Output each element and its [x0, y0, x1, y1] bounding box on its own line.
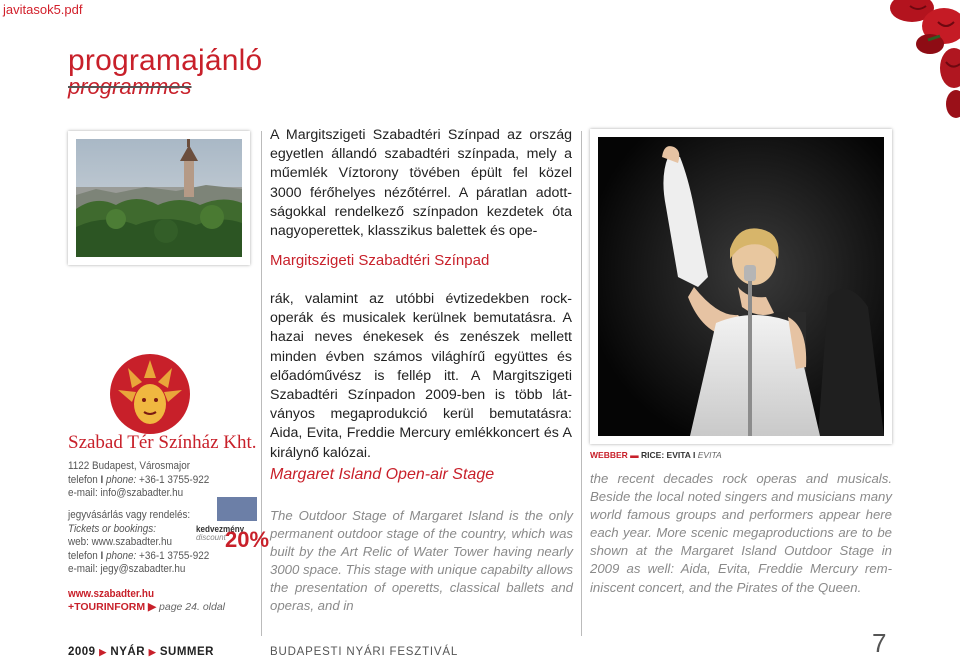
- footer-festival: BUDAPESTI NYÁRI FESZTIVÁL: [270, 646, 459, 658]
- page-reference: page 24. oldal: [159, 601, 226, 613]
- caption-evita-en: EVITA: [697, 450, 722, 460]
- page-title-en: programmes: [68, 74, 192, 99]
- contact-address: [68, 460, 209, 501]
- email-line[interactable]: e-mail: info@szabadter.hu: [68, 487, 184, 499]
- arrow-right-icon: ▶: [148, 647, 157, 657]
- tourinform-label: +TOURINFORM: [68, 601, 146, 613]
- caption-separator: I: [693, 450, 696, 460]
- caption-rice-evita: RICE: EVITA: [641, 450, 691, 460]
- discount-label-hu: kedvezmény: [196, 524, 245, 534]
- phone2-line: telefon I phone: +36-1 3755-922: [68, 549, 210, 562]
- file-name-label: javitasok5.pdf: [3, 2, 83, 17]
- roses-decoration: [850, 0, 960, 120]
- arrow-right-icon: ▶: [148, 601, 157, 613]
- photo-caption: [590, 450, 722, 460]
- tourinform-ref: [68, 601, 225, 613]
- body-text-hu-part1: A Margitszigeti Szabadtéri Színpad az ország egyetlen állandó szabadtéri színpada, mely a műemlék Víztorony tövében épült fel közel 3000 férőhelyes nézőtérrel. A páratlan adottságokkal rendelkező színpadon kezdetek óta nagyoperettek, klasszikus balettek és ope-: [270, 127, 572, 240]
- stage-photo: [590, 129, 892, 444]
- city-photo-image: [76, 139, 242, 257]
- discount-percent: 20%: [225, 527, 270, 552]
- arrow-right-icon: ▶: [99, 647, 107, 657]
- email2-line[interactable]: e-mail: jegy@szabadter.hu: [68, 563, 186, 575]
- caption-webber: WEBBER: [590, 450, 628, 460]
- discount-label-en: discount: [196, 533, 226, 542]
- footer-season: [68, 646, 214, 658]
- body-text-en-part1: The Outdoor Stage of Margaret Island is the only permanent outdoor stage of the country, which was built by the Art Relic of Water Tower having nearly 3000 space. This stage with unique capabilty allows the presentation of operetts, classical ballets and operas, and in: [270, 508, 573, 614]
- sun-face-logo: [108, 352, 192, 436]
- organization-name: Szabad Tér Színház Kht.: [68, 432, 257, 453]
- city-photo: [68, 131, 250, 265]
- caption-bar-icon: ▬: [630, 450, 639, 460]
- page-number: 7: [872, 628, 887, 658]
- tickets-hu-label: jegyvásárlás vagy rendelés:: [68, 509, 191, 521]
- section-title-hu: Margitszigeti Szabadtéri Színpad: [270, 252, 490, 269]
- footer-season-hu: NYÁR: [110, 646, 146, 658]
- tickets-info: [68, 509, 209, 577]
- phone-line: telefon I phone: +36-1 3755-922: [68, 473, 210, 486]
- performer-image: [598, 137, 884, 436]
- body-text-hu-part2: rák, valamint az utóbbi évtizedekben rockoperák és musicalek kerülnek bemutatásra. A hazai neves énekesek és zenészek mellett minden évben számos világhírű együttes és előadóművész is fellép itt. A Margitszigeti Szabadtéri Színpadon 2009-ben is több látványos megaprodukció kerül bemutatásra: Aida, Evita, Freddie Mercury emlékkoncert és A királynő kalózai.: [270, 291, 572, 461]
- column-divider: [581, 131, 582, 636]
- website-link[interactable]: www.szabadter.hu: [68, 588, 155, 600]
- footer-season-en: SUMMER: [159, 646, 214, 658]
- page-title-hu: programajánló: [68, 44, 263, 77]
- body-text-en-part2: the recent decades rock operas and musicals. Beside the local noted singers and musicians many world famous groups and performers appear here each year. More scenic megaproductions are to be shown at the Margaret Island Outdoor Stage in 2009 as well: Aida, Evita, Freddie Mercury reminiscent concert, and the Pirates of the Queen.: [590, 471, 892, 595]
- section-title-en: Margaret Island Open-air Stage: [270, 466, 495, 483]
- discount-ticket-icon: [217, 497, 257, 521]
- footer-year: 2009: [68, 646, 96, 658]
- web-line[interactable]: web: www.szabadter.hu: [68, 536, 173, 548]
- tickets-en-label: Tickets or bookings:: [68, 522, 156, 535]
- address-line: 1122 Budapest, Városmajor: [68, 460, 190, 472]
- column-divider: [261, 131, 262, 636]
